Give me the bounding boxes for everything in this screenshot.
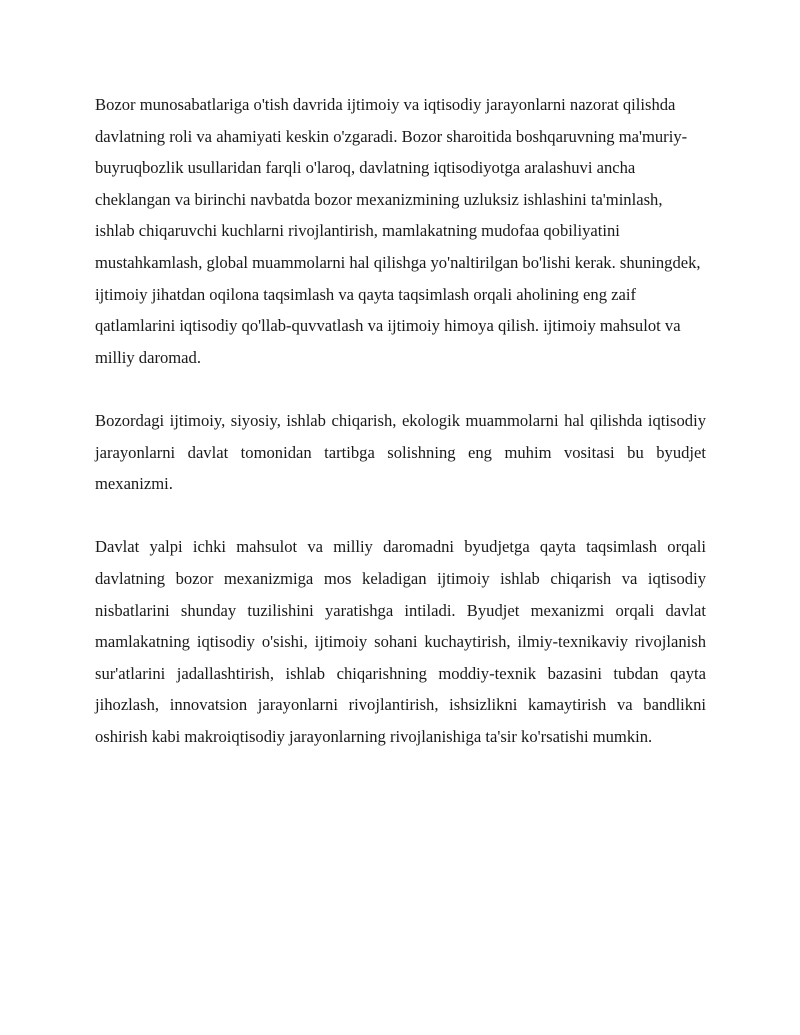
paragraph-3: Davlat yalpi ichki mahsulot va milliy daromadni byudjetga qayta taqsimlash orqali davlatning bozor mexanizmiga mos keladigan ijtimoiy ishlab chiqarish va iqtisodiy nisbatlarini shunday tuzilishini yaratishga intiladi. Byudjet mexanizmi orqali davlat mamlakatning iqtisodiy o'sishi, ijtimoiy sohani kuchaytirish, ilmiy-texnikaviy rivojlanish sur'atlarini jadallashtirish, ishlab chiqarishning moddiy-texnik bazasini tubdan qayta jihozlash, innovatsion jarayonlarni rivojlantirish, ishsizlikni kamaytirish va bandlikni oshirish kabi makroiqtisodiy jarayonlarning rivojlanishiga ta'sir ko'rsatishi mumkin.	[95, 537, 706, 746]
document-page	[95, 89, 706, 784]
paragraph-1: Bozor munosabatlariga o'tish davrida ijtimoiy va iqtisodiy jarayonlarni nazorat qilishda davlatning roli va ahamiyati keskin o'zgaradi. Bozor sharoitida boshqaruvning ma'muriy-buyruqbozlik usullaridan farqli o'laroq, davlatning iqtisodiyotga aralashuvi ancha cheklangan va birinchi navbatda bozor mexanizmining uzluksiz ishlashini ta'minlash, ishlab chiqaruvchi kuchlarni rivojlantirish, mamlakatning mudofaa qobiliyatini mustahkamlash, global muammolarni hal qilishga yo'naltirilgan bo'lishi kerak. shuningdek, ijtimoiy jihatdan oqilona taqsimlash va qayta taqsimlash orqali aholining eng zaif qatlamlarini iqtisodiy qo'llab-quvvatlash va ijtimoiy himoya qilish. ijtimoiy mahsulot va milliy daromad.	[95, 95, 701, 367]
paragraph-2: Bozordagi ijtimoiy, siyosiy, ishlab chiqarish, ekologik muammolarni hal qilishda iqtisodiy jarayonlarni davlat tomonidan tartibga solishning eng muhim vositasi bu byudjet mexanizmi.	[95, 410, 706, 494]
